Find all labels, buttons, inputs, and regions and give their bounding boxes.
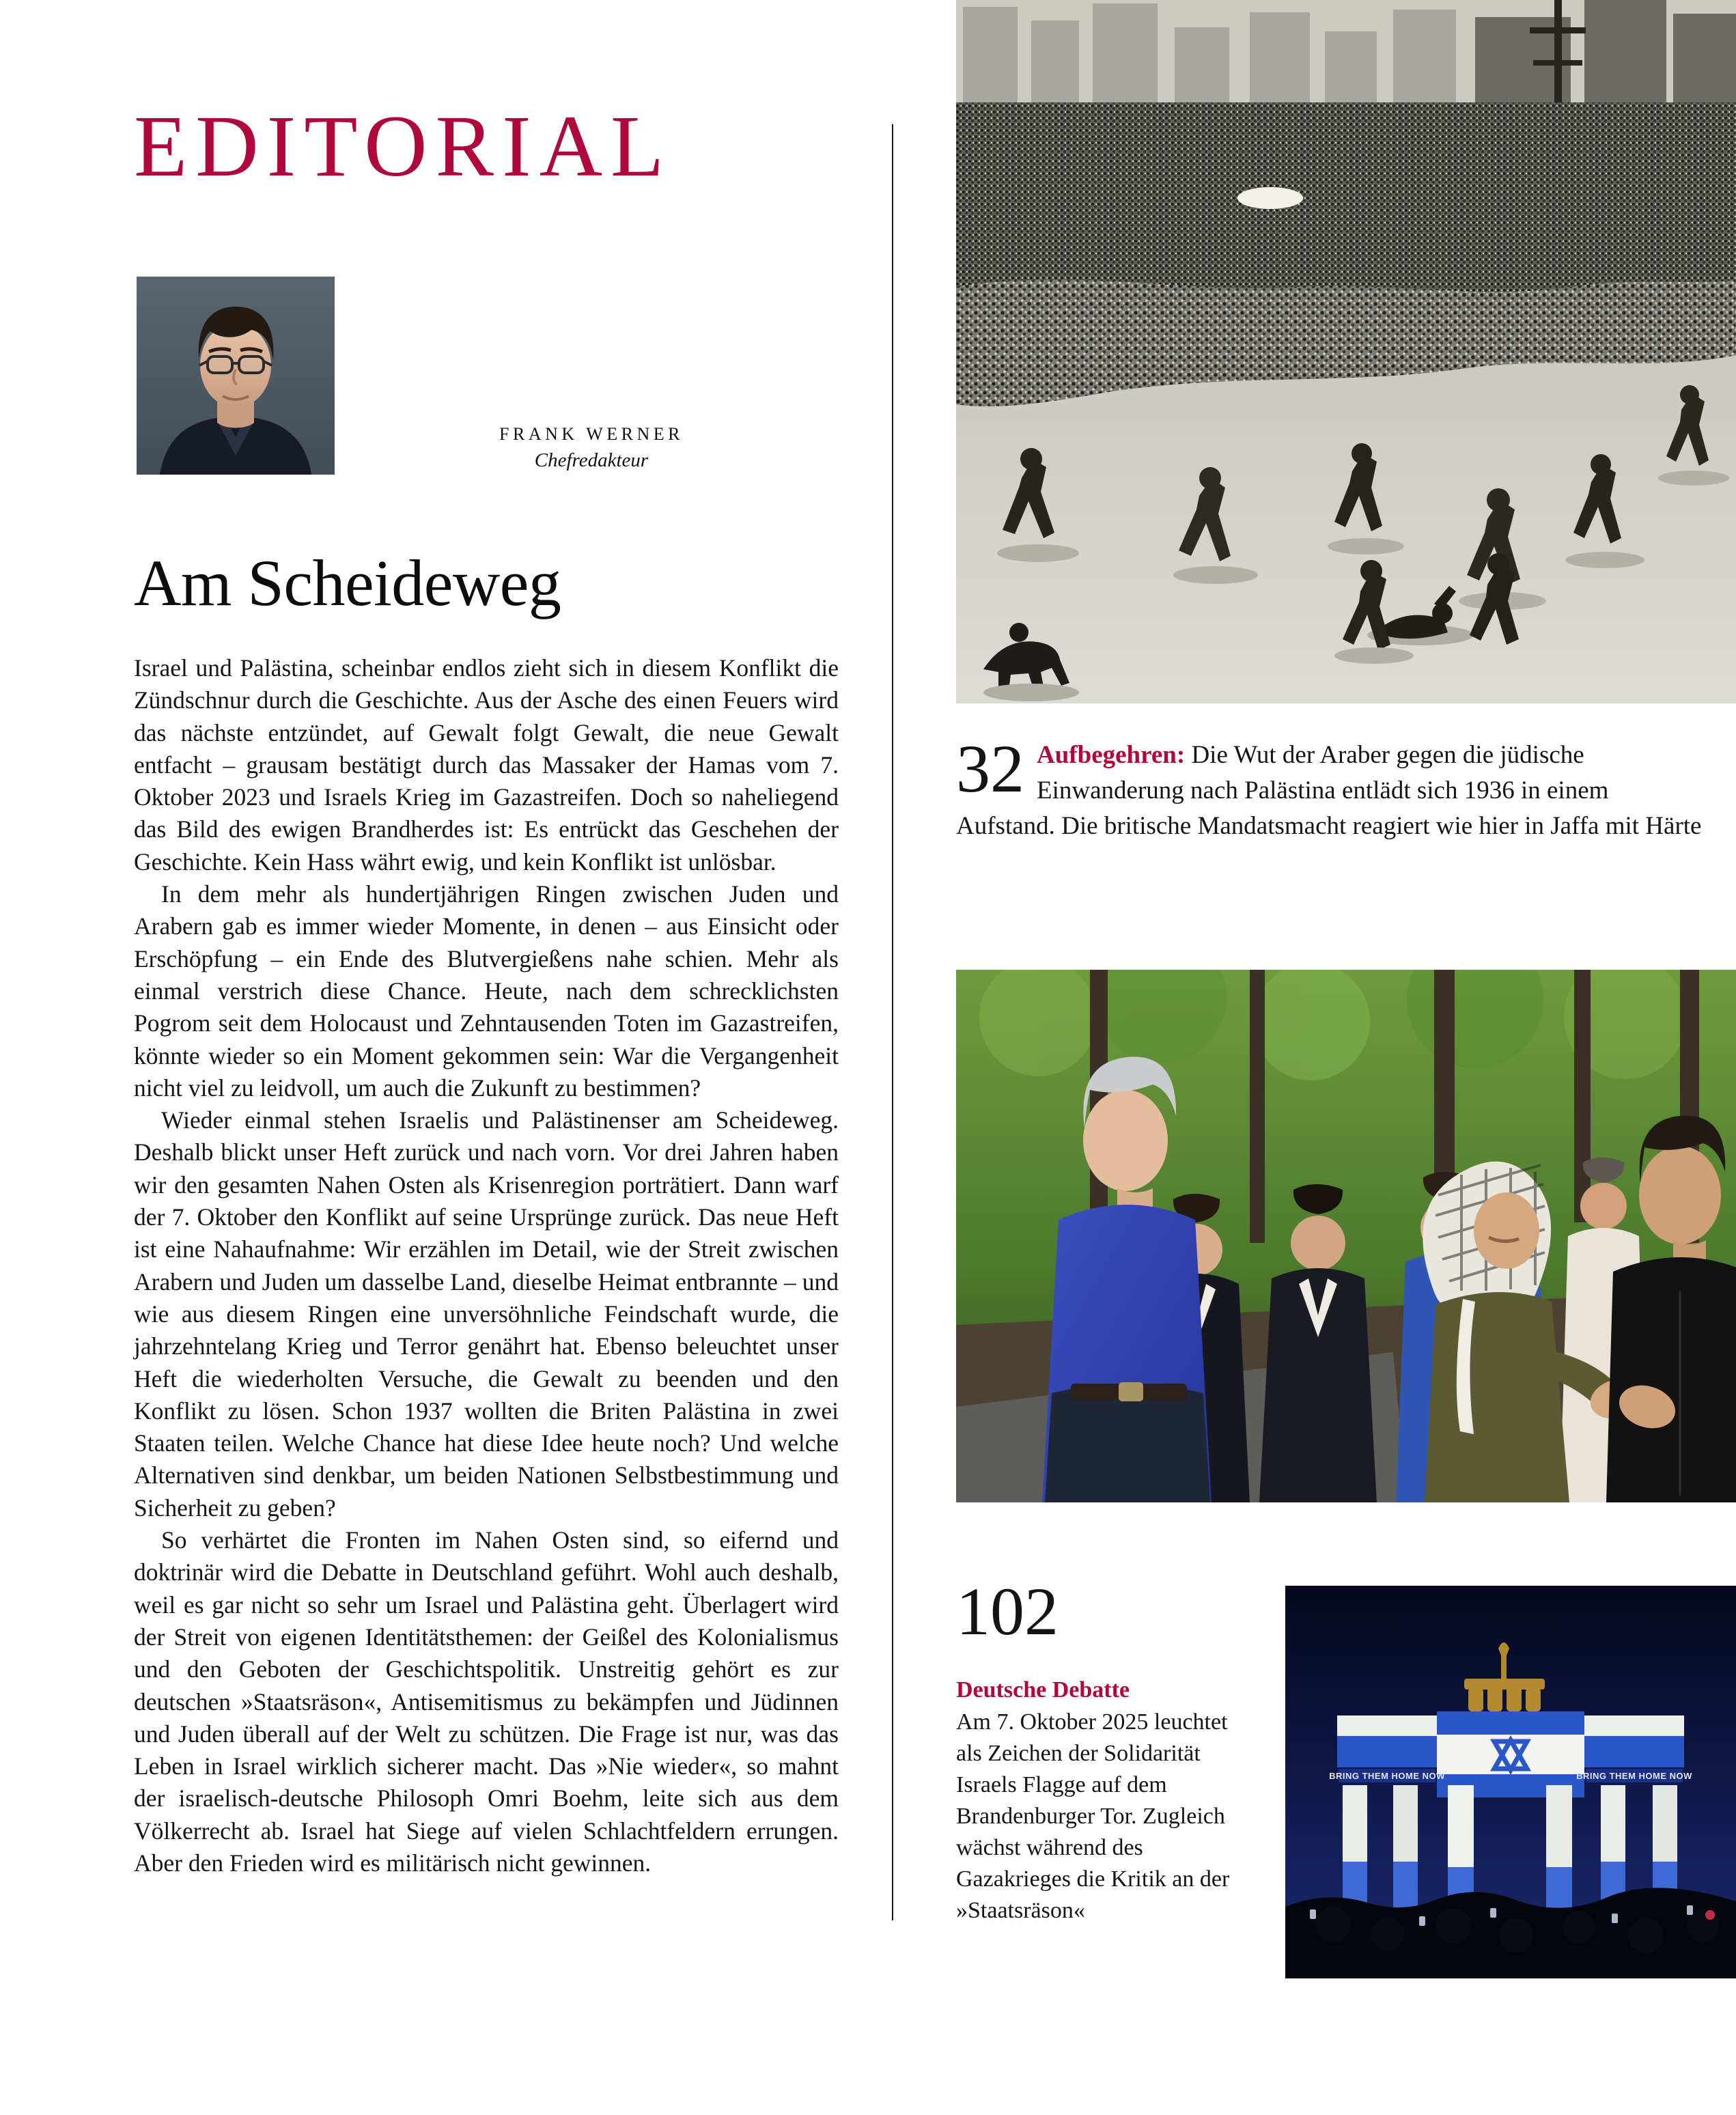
- column-divider: [892, 124, 893, 1920]
- camp-david-photo-image: [956, 970, 1736, 1502]
- article-paragraph: In dem mehr als hundertjährigen Ringen zwischen Juden und Arabern gab es immer wieder Momente, in denen – aus Einsicht oder Erschöpfung – ein Ende des Blutvergießens nahe schien. Mehr als einmal verstrich diese Chance. Heute, nach dem schrecklichsten Pogrom seit dem Holocaust und Zehntausenden Toten im Gazastreifen, könnte wieder so ein Moment gekommen sein: War die Vergangenheit nicht viel zu leidvoll, um auch die Zukunft zu bestimmen?: [134, 880, 839, 1102]
- photo-brandenburg-gate: [1285, 1586, 1736, 1978]
- teaser-102-caption: Am 7. Oktober 2025 leuchtet als Zeichen der Solidarität Israels Flagge auf dem Brandenburger Tor. Zugleich wächst während des Gazakrieges die Kritik an der »Staatsräson«: [956, 1709, 1230, 1923]
- teaser-32-lead: Aufbegehren:: [1037, 741, 1186, 769]
- photo-camp-david: [956, 970, 1736, 1502]
- avatar: [137, 277, 335, 475]
- author-block: [134, 277, 839, 481]
- jaffa-photo-image: [956, 0, 1736, 703]
- page-title: EDITORIAL: [134, 98, 673, 195]
- teaser-32-body: Die Wut der Araber gegen die jüdische Einwanderung nach Palästina entlädt sich 1936 in einem Aufstand. Die britische Mandatsmacht reagiert wie hier in Jaffa mit Härte: [956, 741, 1702, 840]
- editorial-right-column: [956, 0, 1736, 2115]
- teaser-32[interactable]: [956, 731, 1707, 844]
- teaser-102-page-number: 102: [956, 1573, 1059, 1649]
- photo-jaffa-uprising: [956, 0, 1736, 703]
- banner-text-left: BRING THEM HOME NOW: [1329, 1771, 1445, 1781]
- teaser-102-lead: Deutsche Debatte: [956, 1677, 1130, 1703]
- article-paragraph: Israel und Palästina, scheinbar endlos zieht sich in diesem Konflikt die Zündschnur durch die Geschichte. Aus der Asche des einen Feuers wird das nächste entzündet, auf Gewalt folgt Gewalt, die neue Gewalt entfacht – grausam bestätigt durch das Massaker der Hamas vom 7. Oktober 2023 und Israels Krieg im Gazastreifen. Doch so naheliegend das Bild des ewigen Brandherdes ist: Es entrückt das Geschehen der Geschichte. Kein Hass währt ewig, und kein Konflikt ist unlösbar.: [134, 654, 839, 876]
- author-name: FRANK WERNER: [499, 424, 684, 444]
- article-body: [134, 652, 839, 1879]
- article-paragraph: Wieder einmal stehen Israelis und Palästinenser am Scheideweg. Deshalb blickt unser Heft zurück und nach vorn. Vor drei Jahren haben wir den gesamten Nahen Osten als Krisenregion porträtiert. Dann warf der 7. Oktober den Konflikt auf seine Ursprünge zurück. Das neue Heft ist eine Nahaufnahme: Wir erzählen im Detail, wie der Streit zwischen Arabern und Juden um dasselbe Land, dieselbe Heimat entbrannte – und wie aus diesem Ringen eine unversöhnliche Feindschaft wurde, die jahrzehntelang Krieg und Terror genährt hat. Ebenso beleuchtet unser Heft die wiederholten Versuche, die Gewalt zu beenden und den Konflikt zu lösen. Schon 1937 wollten die Briten Palästina in zwei Staaten teilen. Welche Chance hat diese Idee heute noch? Und welche Alternativen sind denkbar, um beiden Nationen Selbstbestimmung und Sicherheit zu geben?: [134, 1106, 839, 1522]
- banner-text-right: BRING THEM HOME NOW: [1576, 1771, 1692, 1781]
- article-headline: Am Scheideweg: [134, 546, 561, 620]
- teaser-32-page-number: 32: [956, 731, 1024, 807]
- flag-top-band: [1437, 1711, 1584, 1735]
- author-meta: [373, 423, 810, 473]
- portrait-image: [137, 277, 335, 475]
- teaser-32-caption: [956, 731, 1707, 844]
- article-paragraph: So verhärtet die Fronten im Nahen Osten sind, so eifernd und doktrinär wird die Debatte in Deutschland geführt. Wohl auch deshalb, weil es gar nicht so sehr um Israel und Palästina geht. Überlagert wird der Streit von eigenen Identitätsthemen: der Geißel des Kolonialismus und den Geboten der Geschichtspolitik. Unstreitig gehört es zur deutschen »Staatsräson«, Antisemitismus zu bekämpfen und Jüdinnen und Juden überall auf der Welt zu schützen. Die Frage ist nur, was das Leben in Israel wirklich sicherer macht. Das »Nie wieder«, so mahnt der israelisch-deutsche Philosoph Omri Boehm, leite sich aus dem Völkerrecht ab. Israel hat Siege auf vielen Schlachtfeldern errungen. Aber den Frieden wird es militärisch nicht gewinnen.: [134, 1526, 839, 1877]
- author-role: Chefredakteur: [534, 449, 649, 471]
- brandenburg-photo-image: [1285, 1586, 1736, 1978]
- editorial-left-column: [134, 0, 839, 2115]
- teaser-102[interactable]: [956, 1573, 1257, 1927]
